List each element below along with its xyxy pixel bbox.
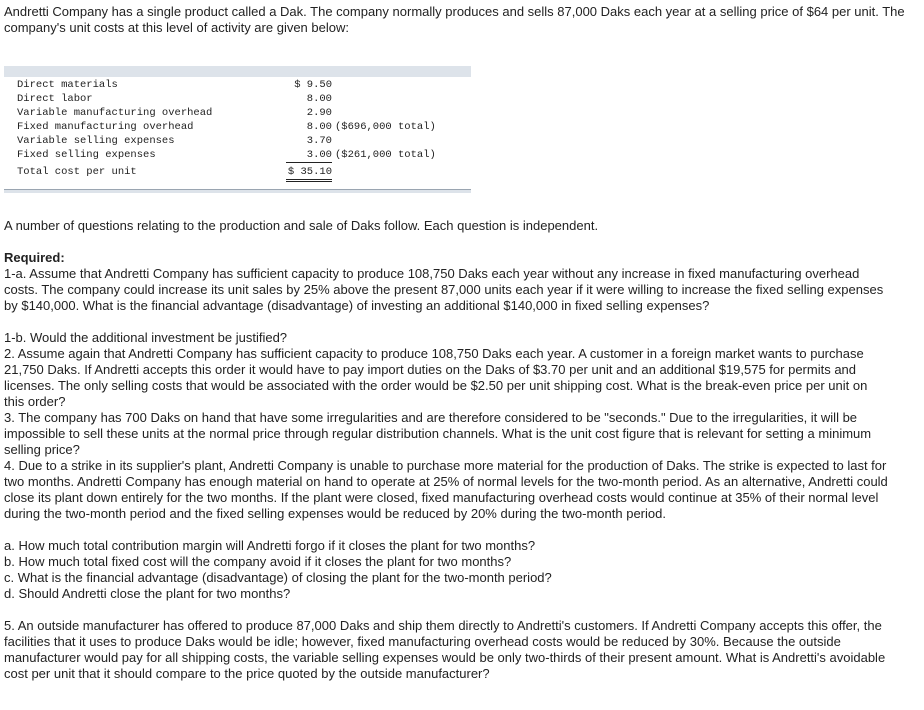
row-label: Variable selling expenses: [17, 135, 175, 147]
question-5: 5. An outside manufacturer has offered to produce 87,000 Daks and ship them directly to Andretti's customers. If Andretti Company accepts this offer, the facilities that it uses to produce Daks would be idle; however, fixed manufacturing overhead costs would be reduced by 30%. Because the outside manufacturer would pay for all shipping costs, the variable selling expenses would be only two-thirds of their present amount. What is Andretti's avoidable cost per unit that it should compare to the price quoted by the outside manufacturer?: [4, 618, 886, 681]
row-label: Total cost per unit: [17, 166, 137, 178]
required-heading: Required:: [4, 250, 65, 265]
table-row: [17, 78, 457, 92]
table-row: [17, 106, 457, 120]
question-4d: d. Should Andretti close the plant for two months?: [4, 586, 291, 601]
row-amount: $ 9.50: [294, 79, 332, 91]
row-label: Variable manufacturing overhead: [17, 107, 213, 119]
row-label: Direct labor: [17, 93, 93, 105]
question-4: 4. Due to a strike in its supplier's plant, Andretti Company is unable to purchase more material for the production of Daks. The strike is expected to last for two months. Andretti Company has enough material on hand to operate at 25% of normal levels for the two-month period. As an alternative, Andretti could close its plant down entirely for the two months. If the plant were closed, fixed manufacturing overhead costs would continue at 35% of their normal level during the two-month period and the fixed selling expenses would be reduced by 20% during the two-month period.: [4, 458, 888, 521]
row-label: Fixed selling expenses: [17, 149, 156, 161]
row-amount: 3.00: [286, 148, 332, 163]
problem-intro: Andretti Company has a single product called a Dak. The company normally produces and sells 87,000 Daks each year at a selling price of $64 per unit. The company's unit costs at this level of activity are given below:: [4, 4, 905, 35]
row-label: Direct materials: [17, 79, 118, 91]
question-1b: 1-b. Would the additional investment be justified?: [4, 330, 288, 345]
row-label: Fixed manufacturing overhead: [17, 121, 194, 133]
row-amount: 3.70: [306, 135, 332, 147]
row-amount: $ 35.10: [286, 165, 332, 182]
table-footer-rule: [4, 189, 471, 190]
table-header-band: [4, 66, 471, 77]
row-note: ($696,000 total): [335, 121, 436, 133]
question-4a: a. How much total contribution margin will Andretti forgo if it closes the plant for two months?: [4, 538, 536, 553]
table-row: [17, 120, 457, 134]
unit-cost-table: [4, 66, 471, 194]
row-amount: 8.00: [306, 121, 332, 133]
question-3: 3. The company has 700 Daks on hand that have some irregularities and are therefore considered to be "seconds." Due to the irregularities, it will be impossible to sell these units at the normal price through regular distribution channels. What is the unit cost figure that is relevant for setting a minimum selling price?: [4, 410, 872, 457]
table-row: [17, 148, 457, 162]
table-row-total: [17, 165, 457, 179]
question-1a: 1-a. Assume that Andretti Company has sufficient capacity to produce 108,750 Daks each year without any increase in fixed manufacturing overhead costs. The company could increase its unit sales by 25% above the present 87,000 units each year if it were willing to increase the fixed selling expenses by $140,000. What is the financial advantage (disadvantage) of investing an additional $140,000 in fixed selling expenses?: [4, 266, 884, 313]
row-amount: 2.90: [306, 107, 332, 119]
table-row: [17, 134, 457, 148]
question-4b: b. How much total fixed cost will the company avoid if it closes the plant for two months?: [4, 554, 512, 569]
table-row: [17, 92, 457, 106]
row-amount: 8.00: [306, 93, 332, 105]
question-4c: c. What is the financial advantage (disadvantage) of closing the plant for the two-month period?: [4, 570, 552, 585]
question-2: 2. Assume again that Andretti Company has sufficient capacity to produce 108,750 Daks each year. A customer in a foreign market wants to purchase 21,750 Daks. If Andretti accepts this order it would have to pay import duties on the Daks of $3.70 per unit and an additional $19,575 for permits and licenses. The only selling costs that would be associated with the order would be $2.50 per unit shipping cost. What is the break-even price per unit on this order?: [4, 346, 868, 409]
questions-lead: A number of questions relating to the production and sale of Daks follow. Each question is independent.: [4, 218, 599, 233]
row-note: ($261,000 total): [335, 149, 436, 161]
